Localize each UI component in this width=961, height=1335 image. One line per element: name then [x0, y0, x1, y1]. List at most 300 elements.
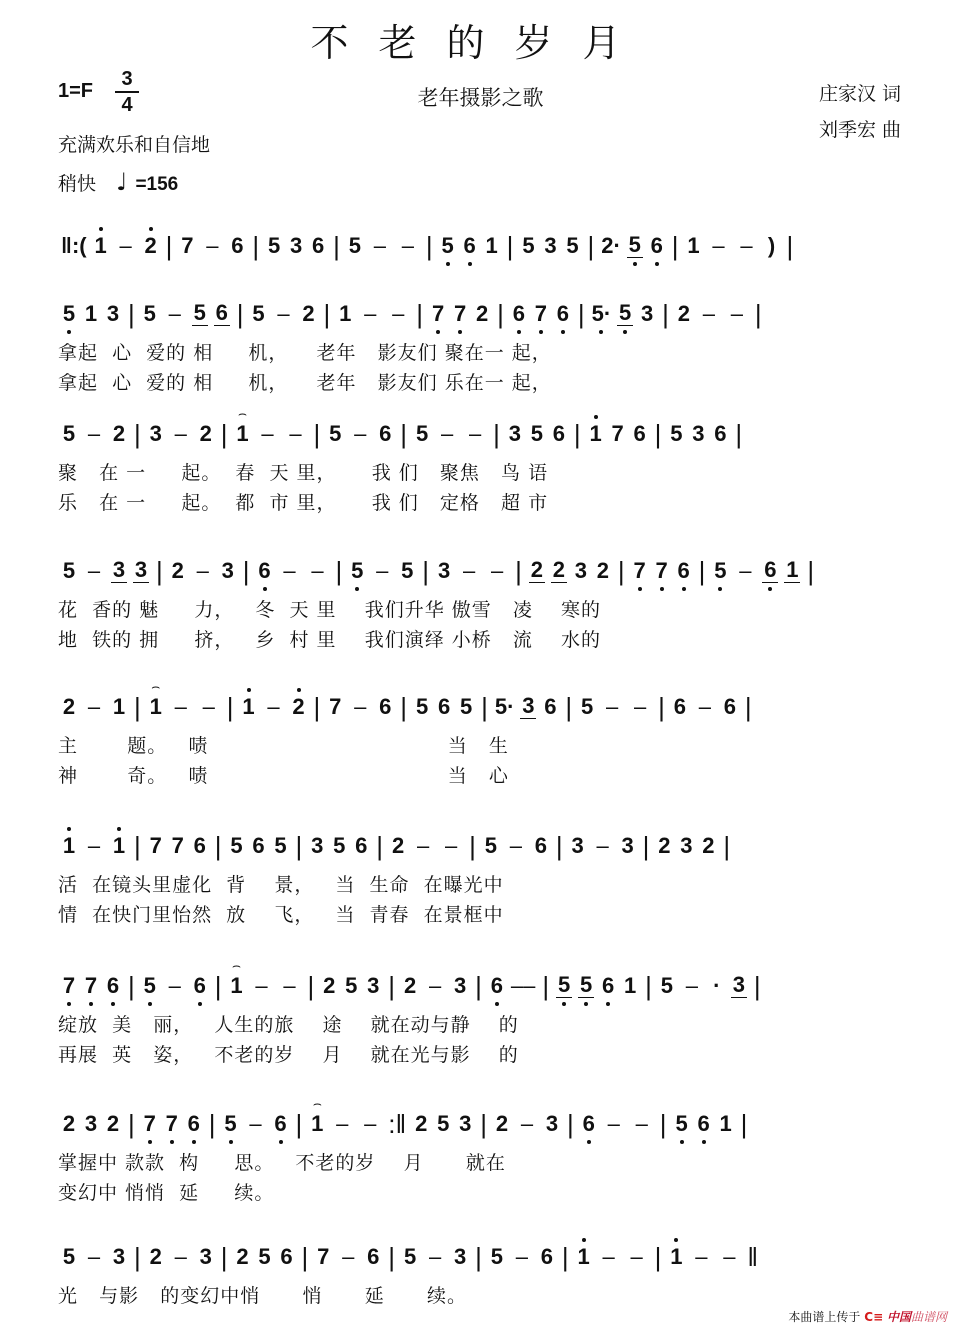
barline: | [422, 556, 430, 586]
note: 1 [623, 973, 637, 998]
notation-line [58, 547, 908, 595]
barline: | [134, 831, 141, 861]
note: 5 [345, 973, 358, 998]
duration-dash: – [462, 558, 476, 583]
note: 2 [475, 301, 489, 326]
notation-line [58, 1100, 908, 1148]
note: 6 [258, 558, 271, 583]
site-name-a: 中国 [886, 1310, 911, 1324]
barline: | [388, 1242, 396, 1272]
barline: | [542, 971, 550, 1001]
barline: | [698, 556, 706, 586]
duration-dash: – [698, 694, 712, 719]
lyric-line: 主 题。 啧 当 生 [58, 735, 509, 757]
duration-dash: – [695, 1244, 708, 1269]
note: 5 [258, 1244, 271, 1269]
barline: | [220, 419, 228, 449]
duration-dash: – [634, 694, 647, 719]
note: 5 [415, 694, 429, 719]
note: 2 [702, 833, 715, 858]
note: 6 [650, 233, 663, 258]
barline: | [242, 556, 250, 586]
duration-dash: – [249, 1111, 262, 1136]
barline: | [515, 556, 522, 586]
note: 6 [106, 973, 120, 998]
note: 2 [323, 973, 336, 998]
song-subtitle [0, 82, 961, 112]
note: 3 [84, 1111, 98, 1136]
barline: | [425, 231, 433, 261]
duration-dash: – [168, 301, 181, 326]
note: 3 [134, 557, 148, 582]
barline: | [313, 692, 321, 722]
duration-dash: – [392, 301, 405, 326]
expression-marking: 充满欢乐和自信地 [58, 134, 211, 156]
note: 7 [165, 1111, 178, 1136]
note: 3 [437, 558, 451, 583]
note: 5 [459, 694, 473, 719]
duration-dash: – [354, 694, 367, 719]
tempo-marking [58, 168, 178, 196]
note: 6 [280, 1244, 293, 1269]
note: 5 [581, 694, 594, 719]
note: 7 [62, 973, 76, 998]
barline: ‖ [747, 1242, 759, 1272]
barline: | [654, 419, 662, 449]
note: 3 [641, 301, 654, 326]
note: 6 [193, 833, 206, 858]
duration-dash: – [342, 1244, 355, 1269]
note: 5 [62, 1244, 76, 1269]
note: 5 [714, 558, 727, 583]
note: 6 [312, 233, 325, 258]
duration-dash: – [376, 558, 389, 583]
note: 3 [680, 833, 693, 858]
notation-line [58, 962, 908, 1010]
note: 6 [544, 694, 557, 719]
duration-dash: – [255, 973, 268, 998]
note: 6 [187, 1111, 200, 1136]
notation-line [58, 222, 908, 270]
duration-dash: – [515, 1244, 528, 1269]
note: 3 [522, 693, 535, 718]
barline: | [723, 831, 731, 861]
duration-dash: – [607, 1111, 620, 1136]
note: 5 [62, 301, 76, 326]
note: 3 [199, 1244, 212, 1269]
note: 5 [252, 301, 265, 326]
note: 6 [463, 233, 476, 258]
note: 6 [437, 694, 451, 719]
lyric-line: 地 铁的 拥 挤， 乡 村 里 我们演绎 小桥 流 水的 [58, 629, 602, 651]
note: 5 [441, 233, 454, 258]
note: 3 [311, 833, 324, 858]
note: 5· [494, 694, 515, 719]
note: 6 [512, 301, 525, 326]
lyric-line: 拿起 心 爱的 相 机， 老年 影友们 聚在一 起， [58, 342, 552, 364]
note: 6 [215, 300, 228, 325]
barline: | [561, 1242, 569, 1272]
duration-dash: – [202, 694, 215, 719]
time-signature-denominator: 4 [121, 94, 133, 116]
duration-dash: – [87, 694, 101, 719]
duration-dash: – [606, 694, 619, 719]
barline: | [671, 231, 679, 261]
barline: | [642, 831, 650, 861]
note: 3 [571, 833, 584, 858]
duration-dash: – [364, 301, 377, 326]
note: 3 [621, 833, 634, 858]
note: 5 [437, 1111, 450, 1136]
barline: | [295, 1109, 303, 1139]
barline: | [134, 419, 141, 449]
note: 5 [628, 232, 641, 257]
lyric-line: 再展 英 姿， 不老的岁 月 就在光与影 的 [58, 1044, 519, 1066]
note: 5 [403, 1244, 417, 1269]
note: 6 [490, 973, 503, 998]
note: 6 [367, 1244, 380, 1269]
tempo-label: 稍快 [58, 173, 97, 195]
duration-dash: – [277, 301, 290, 326]
notation-line [58, 822, 908, 870]
note: 3 [221, 558, 234, 583]
note: 6 [274, 1111, 287, 1136]
note: 5 [566, 233, 579, 258]
barline: | [807, 556, 815, 586]
note: 7 [317, 1244, 330, 1269]
score-system [58, 1100, 908, 1208]
barline: | [333, 231, 340, 261]
note: 1 [589, 421, 602, 446]
duration-dash: – [444, 833, 458, 858]
notation-line [58, 410, 908, 458]
duration-dash: – [87, 558, 101, 583]
duration-dash: – [373, 233, 387, 258]
note: 1 [339, 301, 352, 326]
duration-dash: – [196, 558, 209, 583]
note: 1 [112, 694, 126, 719]
duration-dash: – [630, 1244, 643, 1269]
barline: | [295, 831, 303, 861]
duration-dash: – [602, 1244, 615, 1269]
note: 6 [673, 694, 687, 719]
score-system [58, 222, 908, 270]
notation-line [58, 1233, 908, 1281]
barline: | [236, 299, 244, 329]
barline: | [376, 831, 384, 861]
note: 1 [62, 833, 76, 858]
lyricist-credit: 庄家汉 词 [818, 83, 901, 105]
barline: | [475, 971, 482, 1001]
barline: | [497, 299, 504, 329]
note: 5 [329, 421, 342, 446]
barline: | [654, 1242, 662, 1272]
note: ⌢ 1 [309, 1113, 325, 1135]
duration-dash: – [267, 694, 280, 719]
score-system [58, 683, 908, 791]
note: 3 [112, 557, 126, 582]
duration-dash: – [730, 301, 744, 326]
barline: | [475, 1242, 482, 1272]
note: 7 [181, 233, 194, 258]
note: ⌢ 1 [229, 975, 245, 997]
note: 1 [112, 833, 126, 858]
lyric-line: 情 在快门里怡然 放 飞， 当 青春 在景框中 [58, 904, 504, 926]
barline: | [156, 556, 163, 586]
duration-dash: – [723, 1244, 736, 1269]
duration-dash: – [440, 421, 454, 446]
note: 2 [403, 973, 417, 998]
note: 6 [714, 421, 727, 446]
duration-dash: – [289, 421, 302, 446]
barline: | [307, 971, 315, 1001]
note: 3 [545, 1111, 559, 1136]
duration-dash: – [428, 1244, 442, 1269]
note: 6 [764, 557, 777, 582]
score-system [58, 547, 908, 655]
note: 3 [508, 421, 521, 446]
duration-dash: – [283, 558, 296, 583]
note: ⌢ 1 [235, 423, 251, 445]
note: 6 [697, 1111, 710, 1136]
note: 5 [224, 1111, 237, 1136]
note: 6 [582, 1111, 595, 1136]
site-name-b: 曲谱网 [910, 1310, 947, 1324]
note: 3 [574, 558, 587, 583]
barline: | [323, 299, 331, 329]
duration-dash: – [174, 1244, 187, 1269]
note: 5 [143, 301, 156, 326]
duration-dash: – [119, 233, 132, 258]
note: 5 [484, 833, 497, 858]
note: 7 [453, 301, 467, 326]
note: 2 [292, 694, 305, 719]
note: 1 [577, 1244, 590, 1269]
barline: | [134, 692, 141, 722]
barline: | [400, 419, 408, 449]
barline: | [735, 419, 743, 449]
score-system [58, 290, 908, 398]
site-logo-icon: C≡ [864, 1310, 884, 1324]
barline: :‖ [388, 1109, 407, 1139]
barline: | [220, 1242, 228, 1272]
note: 5 [401, 558, 414, 583]
lyric-line: 绽放 美 丽， 人生的旅 途 就在动与静 的 [58, 1014, 519, 1036]
key-signature: 1=F [58, 80, 94, 102]
note: 5 [274, 833, 287, 858]
duration-dash: – [739, 558, 752, 583]
barline: | [400, 692, 408, 722]
note: 2 [302, 301, 315, 326]
lyric-line: 光 与影 的变幻中悄 悄 延 续。 [58, 1285, 467, 1307]
barline: | [617, 556, 625, 586]
note: 3 [367, 973, 380, 998]
barline: | [252, 231, 260, 261]
note: 5 [333, 833, 346, 858]
duration-dash: – [490, 558, 504, 583]
note: 5 [62, 558, 76, 583]
barline: | [573, 419, 581, 449]
duration-dash: – [712, 233, 725, 258]
note: 5 [557, 972, 571, 997]
barline: | [740, 1109, 748, 1139]
note: 6 [355, 833, 368, 858]
note: 6 [552, 421, 565, 446]
duration-dash: – [740, 233, 753, 258]
duration-dash: – [311, 558, 324, 583]
score-system [58, 1233, 908, 1311]
barline: | [469, 831, 476, 861]
note: 2 [658, 833, 671, 858]
quarter-note-icon: ♩ [116, 168, 128, 196]
note: 5 [351, 558, 364, 583]
barline: | [226, 692, 234, 722]
lyric-line: 变幻中 悄悄 延 续。 [58, 1182, 275, 1204]
note: 3 [290, 233, 303, 258]
note: 1 [84, 301, 98, 326]
note: 7 [534, 301, 547, 326]
duration-dash: – [416, 833, 430, 858]
barline: | [214, 831, 222, 861]
footer-watermark [788, 1308, 947, 1325]
barline: | [567, 1109, 574, 1139]
duration-dash: – [520, 1111, 534, 1136]
barline: | [481, 692, 488, 722]
note: 6 [723, 694, 737, 719]
note: 2 [62, 694, 76, 719]
note: 3 [149, 421, 162, 446]
note: 5 [490, 1244, 503, 1269]
duration-dash: – [428, 973, 442, 998]
note: 5 [530, 421, 543, 446]
note: · [713, 973, 721, 998]
barline: | [313, 419, 321, 449]
note: 1 [670, 1244, 683, 1269]
note: 7 [329, 694, 342, 719]
duration-dash: – [174, 421, 187, 446]
duration-dash: – [87, 421, 101, 446]
note: 6 [379, 421, 392, 446]
barline: | [493, 419, 500, 449]
note: 5 [675, 1111, 688, 1136]
score-system [58, 410, 908, 518]
duration-dash: – [401, 233, 415, 258]
duration-dash: – [206, 233, 219, 258]
note: 5 [522, 233, 535, 258]
note: 6 [556, 301, 569, 326]
note: 3 [544, 233, 557, 258]
score-system [58, 962, 908, 1070]
barline: | [577, 299, 585, 329]
barline: | [658, 692, 665, 722]
note: 1 [94, 233, 107, 258]
barline: | [128, 971, 135, 1001]
note: 1 [786, 557, 799, 582]
note: 3 [459, 1111, 472, 1136]
note: 6 [601, 973, 615, 998]
barline: | [786, 231, 794, 261]
barline: | [301, 1242, 309, 1272]
score-system [58, 822, 908, 930]
note: 2 [236, 1244, 249, 1269]
note: 5 [670, 421, 683, 446]
note: 5 [62, 421, 76, 446]
note: 3 [692, 421, 705, 446]
note: 2 [62, 1111, 76, 1136]
barline: | [659, 1109, 667, 1139]
barline: | [128, 1109, 135, 1139]
barline: | [662, 299, 669, 329]
note: 3 [453, 1244, 467, 1269]
note: 5· [591, 301, 612, 326]
barline: | [753, 971, 761, 1001]
note: 1 [242, 694, 255, 719]
note: 7 [633, 558, 646, 583]
lyric-line: 神 奇。 啧 当 心 [58, 765, 509, 787]
duration-dash: – [509, 833, 522, 858]
note: 2 [552, 557, 565, 582]
barline: | [208, 1109, 216, 1139]
note: 5 [348, 233, 362, 258]
barline: | [134, 1242, 141, 1272]
note: 6 [379, 694, 392, 719]
barline: | [506, 231, 514, 261]
note: ‖:( [61, 233, 87, 258]
note: 5 [415, 421, 429, 446]
duration-dash: – [261, 421, 274, 446]
barline: | [214, 971, 222, 1001]
note: 2 [149, 1244, 162, 1269]
note: 6 [231, 233, 244, 258]
duration-dash: – [87, 833, 101, 858]
note: 2 [199, 421, 212, 446]
note: 6 [534, 833, 547, 858]
barline: | [754, 299, 762, 329]
song-title: 不老的岁月 [310, 21, 651, 65]
duration-dash: – [635, 1111, 648, 1136]
note: 6 [677, 558, 690, 583]
barline: | [480, 1109, 488, 1139]
note: 6 [540, 1244, 553, 1269]
lyric-line: 掌握中 款款 构 思。 不老的岁 月 就在 [58, 1152, 506, 1174]
lyric-line: 活 在镜头里虚化 背 景， 当 生命 在曝光中 [58, 874, 504, 896]
note: 7 [143, 1111, 156, 1136]
note: 6 [193, 973, 206, 998]
lyric-line: 拿起 心 爱的 相 机， 老年 影友们 乐在一 起， [58, 372, 552, 394]
subtitle-text: 老年摄影之歌 [417, 86, 544, 110]
barline: | [565, 692, 573, 722]
duration-dash: –– [510, 973, 536, 998]
note: 6 [252, 833, 265, 858]
note: 5 [193, 300, 206, 325]
barline: | [744, 692, 752, 722]
lyric-line: 花 香的 魅 力， 冬 天 里 我们升华 傲雪 凌 寒的 [58, 599, 602, 621]
uploaded-text: 本曲谱上传于 [788, 1310, 861, 1324]
note: 3 [732, 972, 745, 997]
note: 5 [143, 973, 156, 998]
note: 7 [171, 833, 184, 858]
note: 3 [453, 973, 467, 998]
composer-credit: 刘季宏 曲 [818, 119, 901, 141]
note: 2· [601, 233, 621, 258]
note: ⌢ 1 [148, 696, 164, 718]
note: 2 [171, 558, 184, 583]
barline: | [416, 299, 424, 329]
note: 5 [268, 233, 281, 258]
barline: | [388, 971, 396, 1001]
duration-dash: – [87, 1244, 101, 1269]
note: 5 [230, 833, 243, 858]
